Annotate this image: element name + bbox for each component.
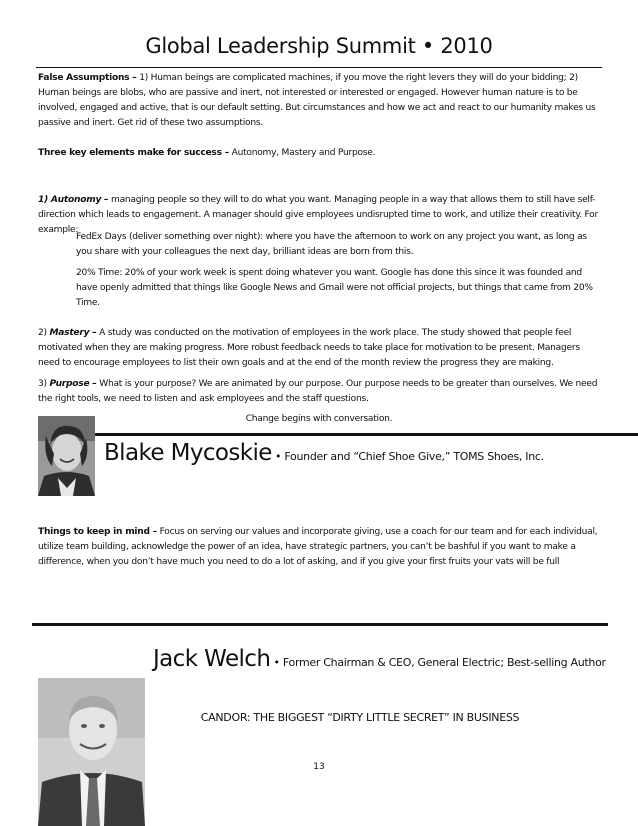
speaker-blake-heading (104, 440, 544, 466)
things-to-keep-text: Focus on serving our values and incorporate giving, use a coach for our team and for each individual, utilize team building, acknowledge the power of an idea, have strategic partners, you can’t be bashful if you want to make a difference, when you don’t have much you need to do a lot of asking, and if you give your first fruits your vats will be full (38, 527, 598, 567)
autonomy-label: 1) Autonomy – (38, 195, 109, 205)
autonomy-example-20-percent: 20% Time: 20% of your work week is spent doing whatever you want. Google has done this since it was founded and have openly admitted that things like Google News and Gmail were not official projects, but things that came from 20% Time. (76, 268, 593, 308)
false-assumptions-label: False Assumptions – (38, 73, 137, 83)
speaker-jack-name: Jack Welch (153, 646, 271, 672)
purpose-label: Purpose – (49, 379, 97, 389)
purpose-paragraph (38, 377, 604, 407)
portrait-photo-blake (38, 416, 95, 496)
purpose-prefix: 3) (38, 379, 50, 389)
title-divider (36, 67, 602, 68)
autonomy-example-fedex: FedEx Days (deliver something over night): where you have the afternoon to work on any project you want, as long as you share with your colleagues the next day, brilliant ideas are born from this. (76, 232, 587, 257)
key-elements-text: Autonomy, Mastery and Purpose. (228, 148, 376, 158)
things-to-keep-label: Things to keep in mind – (38, 527, 157, 537)
purpose-text: What is your purpose? We are animated by our purpose. Our purpose needs to be greater than ourselves. We need the right tools, we need to listen and ask employees and the staff questions. (38, 379, 598, 404)
false-assumptions-paragraph (38, 71, 604, 131)
key-elements-paragraph (38, 146, 604, 161)
autonomy-text: managing people so they will to do what you want. Managing people in a way that allows them to still have self-direction which leads to engagement. A manager should give employees undisrupted time to work, and utilize their creativity. For example: (38, 195, 598, 235)
portrait-jack-icon (38, 678, 145, 826)
speaker-jack-role: • Former Chairman & CEO, General Electric; Best-selling Author (270, 656, 606, 669)
key-elements-label: Three key elements make for success – (38, 148, 229, 158)
section-divider-blake (92, 433, 638, 436)
mastery-text: A study was conducted on the motivation of employees in the work place. The study showed that people feel motivated when they are making progress. More robust feedback needs to take place for motivation to be present. Managers need to encourage employees to list their own goals and at the end of the month review the progress they are making. (38, 328, 580, 368)
section-divider-jack (32, 623, 608, 626)
speaker-blake-name: Blake Mycoskie (104, 440, 272, 466)
jack-subheading: CANDOR: THE BIGGEST “DIRTY LITTLE SECRET” IN BUSINESS (200, 711, 520, 724)
page-title: Global Leadership Summit • 2010 (145, 34, 493, 58)
portrait-photo-jack (38, 678, 145, 826)
mastery-label: Mastery – (49, 328, 97, 338)
false-assumptions-text: 1) Human beings are complicated machines, if you move the right levers they will do your bidding; 2) Human beings are blobs, who are passive and inert, not interested or interested or engaged. However human nature is to be involved, engaged and active, that is our default setting. But circumstances and how we act and react to our humanity makes us passive and inert. Get rid of these two assumptions. (38, 73, 596, 128)
portrait-blake-icon (38, 416, 95, 496)
speaker-blake-role: • Founder and “Chief Shoe Give,” TOMS Shoes, Inc. (271, 450, 544, 463)
mastery-prefix: 2) (38, 328, 50, 338)
closing-note: Change begins with conversation. (245, 414, 393, 424)
speaker-jack-heading (153, 646, 606, 672)
mastery-paragraph (38, 326, 604, 371)
page-number: 13 (313, 762, 325, 772)
things-to-keep-paragraph (38, 525, 604, 570)
